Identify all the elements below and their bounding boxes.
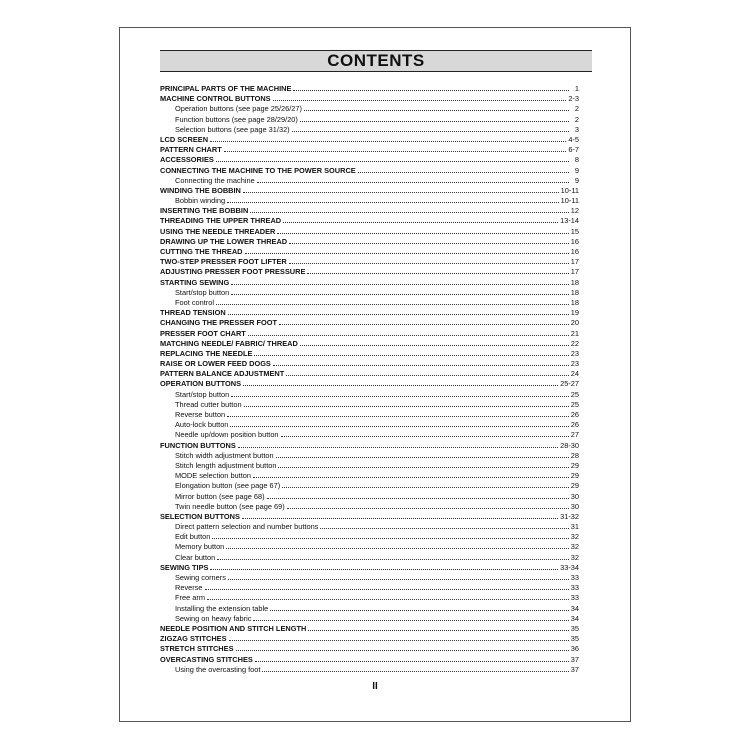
toc-entry-page: 21: [570, 328, 579, 338]
dot-leader: [245, 252, 569, 254]
toc-subsection-entry: [160, 604, 579, 614]
toc-entry-page: 19: [570, 308, 579, 318]
toc-entry-label: MATCHING NEEDLE/ FABRIC/ THREAD: [160, 338, 298, 348]
toc-entry-page: 4-5: [568, 134, 579, 144]
dot-leader: [300, 344, 569, 346]
toc-entry-label: Sewing corners: [175, 573, 226, 582]
toc-entry-page: 23: [570, 348, 579, 358]
toc-section-entry: [160, 237, 579, 247]
toc-subsection-entry: [160, 614, 579, 624]
toc-section-entry: [160, 166, 579, 176]
toc-entry-label: SELECTION BUTTONS: [160, 511, 240, 521]
toc-section-entry: [160, 216, 579, 226]
toc-section-entry: [160, 512, 579, 522]
toc-entry-label: CUTTING THE THREAD: [160, 247, 243, 256]
toc-section-entry: [160, 227, 579, 237]
dot-leader: [243, 191, 559, 193]
toc-entry-label: Elongation button (see page 67): [175, 481, 281, 491]
dot-leader: [207, 598, 569, 600]
toc-entry-page: 16: [570, 247, 579, 256]
dot-leader: [254, 354, 568, 356]
toc-entry-label: USING THE NEEDLE THREADER: [160, 226, 276, 236]
dot-leader: [358, 171, 569, 173]
dot-leader: [238, 446, 558, 448]
toc-subsection-entry: [160, 492, 579, 502]
toc-entry-page: 25: [570, 399, 579, 409]
toc-entry-page: 23: [570, 359, 579, 369]
dot-leader: [228, 313, 569, 315]
dot-leader: [216, 160, 569, 162]
toc-entry-label: Twin needle button (see page 69): [175, 501, 285, 511]
toc-subsection-entry: [160, 583, 579, 593]
dot-leader: [283, 221, 558, 223]
toc-entry-label: INSERTING THE BOBBIN: [160, 206, 249, 216]
toc-entry-page: 17: [570, 257, 579, 267]
toc-entry-page: 29: [570, 460, 579, 470]
toc-section-entry: [160, 318, 579, 328]
toc-section-entry: [160, 329, 579, 339]
dot-leader: [289, 242, 569, 244]
toc-entry-label: Edit button: [175, 532, 211, 542]
toc-entry-page: 24: [570, 369, 579, 379]
toc-entry-page: 26: [570, 410, 579, 419]
toc-subsection-entry: [160, 104, 579, 114]
toc-entry-page: 30: [570, 491, 579, 501]
toc-entry-page: 25: [570, 389, 579, 399]
toc-entry-label: Reverse: [175, 583, 203, 593]
dot-leader: [289, 262, 569, 264]
toc-entry-page: 10-11: [560, 196, 579, 206]
dot-leader: [257, 181, 569, 183]
toc-section-entry: [160, 644, 579, 654]
dot-leader: [224, 150, 567, 152]
toc-entry-page: 35: [570, 634, 579, 644]
toc-entry-label: Auto-lock button: [175, 420, 229, 430]
dot-leader: [287, 507, 569, 509]
toc-entry-page: 37: [570, 664, 579, 674]
dot-leader: [308, 629, 568, 631]
toc-entry-page: 10-11: [560, 185, 579, 195]
toc-entry-label: Stitch length adjustment button: [175, 460, 277, 470]
toc-entry-label: NEEDLE POSITION AND STITCH LENGTH: [160, 623, 307, 633]
toc-entry-page: 32: [570, 552, 579, 562]
toc-entry-page: 35: [570, 623, 579, 633]
toc-entry-page: 9: [574, 165, 579, 175]
toc-subsection-entry: [160, 430, 579, 440]
toc-subsection-entry: [160, 502, 579, 512]
toc-entry-page: 34: [570, 603, 579, 613]
dot-leader: [226, 547, 568, 549]
dot-leader: [278, 466, 568, 468]
toc-entry-label: Reverse button: [175, 410, 226, 419]
toc-section-entry: [160, 267, 579, 277]
toc-section-entry: [160, 349, 579, 359]
toc-entry-label: Start/stop button: [175, 389, 230, 399]
toc-entry-page: 20: [570, 318, 579, 328]
dot-leader: [253, 619, 568, 621]
toc-subsection-entry: [160, 573, 579, 583]
dot-leader: [212, 537, 568, 539]
manual-page: [119, 27, 631, 722]
toc-entry-page: 1: [574, 84, 579, 93]
dot-leader: [320, 527, 568, 529]
toc-section-entry: [160, 155, 579, 165]
dot-leader: [216, 303, 569, 305]
toc-subsection-entry: [160, 553, 579, 563]
toc-entry-label: PATTERN CHART: [160, 145, 222, 155]
toc-entry-label: Using the overcasting foot: [175, 664, 261, 674]
toc-entry-label: CONNECTING THE MACHINE TO THE POWER SOURCE: [160, 165, 356, 175]
toc-entry-page: 22: [570, 338, 579, 348]
toc-entry-label: PATTERN BALANCE ADJUSTMENT: [160, 369, 285, 379]
dot-leader: [231, 293, 569, 295]
dot-leader: [262, 670, 568, 672]
toc-entry-page: 27: [570, 430, 579, 440]
toc-entry-page: 8: [574, 155, 579, 165]
toc-section-entry: [160, 339, 579, 349]
toc-entry-label: OVERCASTING STITCHES: [160, 654, 253, 664]
toc-entry-page: 31: [570, 522, 579, 532]
toc-entry-label: MODE selection button: [175, 471, 251, 481]
toc-entry-page: 6-7: [568, 145, 579, 155]
toc-entry-label: Direct pattern selection and number buttons: [175, 522, 319, 532]
toc-entry-page: 18: [570, 287, 579, 297]
dot-leader: [270, 609, 568, 611]
dot-leader: [293, 89, 569, 91]
toc-section-entry: [160, 379, 579, 389]
dot-leader: [230, 425, 568, 427]
toc-entry-label: ADJUSTING PRESSER FOOT PRESSURE: [160, 267, 306, 277]
dot-leader: [267, 497, 569, 499]
toc-entry-page: 29: [570, 481, 579, 491]
toc-entry-label: ZIGZAG STITCHES: [160, 634, 227, 644]
dot-leader: [273, 99, 567, 101]
table-of-contents: [160, 84, 579, 675]
dot-leader: [304, 109, 569, 111]
toc-entry-page: 28: [570, 450, 579, 460]
dot-leader: [244, 405, 569, 407]
dot-leader: [227, 415, 569, 417]
toc-subsection-entry: [160, 298, 579, 308]
toc-entry-page: 34: [570, 613, 579, 623]
toc-entry-page: 32: [570, 542, 579, 552]
toc-subsection-entry: [160, 593, 579, 603]
toc-section-entry: [160, 84, 579, 94]
toc-entry-page: 16: [570, 236, 579, 246]
toc-subsection-entry: [160, 400, 579, 410]
toc-entry-page: 33: [570, 583, 579, 593]
toc-entry-page: 36: [570, 644, 579, 654]
toc-entry-label: PRINCIPAL PARTS OF THE MACHINE: [160, 84, 292, 93]
dot-leader: [286, 374, 568, 376]
dot-leader: [205, 588, 569, 590]
toc-section-entry: [160, 94, 579, 104]
toc-subsection-entry: [160, 420, 579, 430]
dot-leader: [277, 232, 568, 234]
toc-section-entry: [160, 624, 579, 634]
toc-subsection-entry: [160, 451, 579, 461]
toc-entry-page: 15: [570, 226, 579, 236]
toc-entry-page: 13-14: [560, 216, 579, 226]
toc-entry-page: 33: [570, 593, 579, 603]
toc-entry-page: 33-34: [560, 562, 579, 572]
toc-entry-page: 9: [574, 175, 579, 185]
dot-leader: [292, 130, 569, 132]
dot-leader: [276, 456, 569, 458]
toc-entry-label: Function buttons (see page 28/29/20): [175, 114, 298, 124]
dot-leader: [279, 323, 569, 325]
toc-subsection-entry: [160, 125, 579, 135]
toc-subsection-entry: [160, 115, 579, 125]
toc-entry-page: 28-30: [560, 440, 579, 450]
toc-entry-label: Stitch width adjustment button: [175, 450, 274, 460]
toc-entry-page: 18: [570, 297, 579, 307]
dot-leader: [250, 211, 568, 213]
dot-leader: [217, 558, 569, 560]
toc-entry-page: 18: [570, 277, 579, 287]
toc-entry-label: Connecting the machine: [175, 175, 255, 185]
toc-entry-page: 29: [570, 471, 579, 481]
dot-leader: [281, 435, 569, 437]
toc-section-entry: [160, 308, 579, 318]
dot-leader: [231, 283, 569, 285]
toc-section-entry: [160, 441, 579, 451]
toc-section-entry: [160, 634, 579, 644]
dot-leader: [255, 660, 569, 662]
toc-entry-page: 2: [574, 114, 579, 124]
toc-entry-page: 2: [574, 104, 579, 114]
toc-entry-label: Operation buttons (see page 25/26/27): [175, 104, 302, 114]
dot-leader: [210, 568, 558, 570]
toc-entry-page: 2-3: [568, 94, 579, 104]
toc-entry-label: OPERATION BUTTONS: [160, 379, 242, 389]
toc-subsection-entry: [160, 288, 579, 298]
dot-leader: [243, 384, 558, 386]
toc-subsection-entry: [160, 176, 579, 186]
toc-entry-label: DRAWING UP THE LOWER THREAD: [160, 236, 288, 246]
toc-entry-label: CHANGING THE PRESSER FOOT: [160, 318, 278, 328]
dot-leader: [231, 395, 569, 397]
toc-entry-label: Free arm: [175, 593, 205, 603]
toc-entry-label: LCD SCREEN: [160, 134, 209, 144]
toc-section-entry: [160, 278, 579, 288]
dot-leader: [248, 334, 569, 336]
toc-section-entry: [160, 247, 579, 257]
dot-leader: [229, 639, 569, 641]
dot-leader: [210, 140, 566, 142]
toc-section-entry: [160, 257, 579, 267]
page-number: II: [372, 681, 378, 692]
toc-entry-page: 33: [570, 573, 579, 582]
toc-subsection-entry: [160, 461, 579, 471]
dot-leader: [242, 517, 558, 519]
dot-leader: [228, 578, 569, 580]
toc-entry-label: Clear button: [175, 552, 216, 562]
toc-subsection-entry: [160, 532, 579, 542]
dot-leader: [300, 120, 569, 122]
toc-entry-label: REPLACING THE NEEDLE: [160, 348, 253, 358]
dot-leader: [282, 486, 569, 488]
toc-entry-label: Sewing on heavy fabric: [175, 613, 252, 623]
toc-entry-page: 37: [570, 654, 579, 664]
toc-entry-label: SEWING TIPS: [160, 562, 209, 572]
toc-entry-label: FUNCTION BUTTONS: [160, 440, 236, 450]
toc-entry-page: 26: [570, 420, 579, 430]
toc-entry-page: 30: [570, 501, 579, 511]
toc-entry-page: 3: [574, 124, 579, 134]
toc-section-entry: [160, 655, 579, 665]
toc-entry-label: STRETCH STITCHES: [160, 644, 234, 654]
page-title: CONTENTS: [160, 50, 592, 72]
toc-section-entry: [160, 186, 579, 196]
toc-section-entry: [160, 369, 579, 379]
toc-subsection-entry: [160, 522, 579, 532]
toc-subsection-entry: [160, 542, 579, 552]
toc-subsection-entry: [160, 471, 579, 481]
toc-entry-label: Selection buttons (see page 31/32): [175, 124, 290, 134]
dot-leader: [253, 476, 569, 478]
toc-entry-label: WINDING THE BOBBIN: [160, 185, 241, 195]
toc-entry-label: Needle up/down position button: [175, 430, 279, 440]
toc-entry-page: 31-32: [560, 511, 579, 521]
toc-entry-label: Installing the extension table: [175, 603, 269, 613]
toc-entry-label: Memory button: [175, 542, 225, 552]
toc-subsection-entry: [160, 390, 579, 400]
toc-subsection-entry: [160, 481, 579, 491]
toc-entry-label: RAISE OR LOWER FEED DOGS: [160, 359, 271, 369]
dot-leader: [236, 649, 569, 651]
toc-entry-page: 25-27: [560, 379, 579, 389]
toc-section-entry: [160, 563, 579, 573]
toc-entry-page: 12: [570, 206, 579, 216]
toc-entry-label: STARTING SEWING: [160, 277, 230, 287]
toc-section-entry: [160, 145, 579, 155]
dot-leader: [273, 364, 569, 366]
toc-subsection-entry: [160, 665, 579, 675]
toc-entry-label: THREADING THE UPPER THREAD: [160, 216, 282, 226]
toc-subsection-entry: [160, 196, 579, 206]
toc-entry-label: Start/stop button: [175, 287, 230, 297]
toc-entry-page: 32: [570, 532, 579, 542]
toc-entry-label: TWO-STEP PRESSER FOOT LIFTER: [160, 257, 287, 267]
toc-section-entry: [160, 135, 579, 145]
dot-leader: [307, 272, 568, 274]
toc-entry-label: PRESSER FOOT CHART: [160, 328, 246, 338]
toc-subsection-entry: [160, 410, 579, 420]
toc-entry-page: 17: [570, 267, 579, 277]
toc-section-entry: [160, 359, 579, 369]
toc-entry-label: ACCESSORIES: [160, 155, 214, 165]
toc-entry-label: Mirror button (see page 68): [175, 491, 265, 501]
toc-entry-label: Bobbin winding: [175, 196, 226, 206]
toc-section-entry: [160, 206, 579, 216]
toc-entry-label: Foot control: [175, 297, 215, 307]
dot-leader: [227, 201, 559, 203]
toc-entry-label: THREAD TENSION: [160, 308, 226, 318]
toc-entry-label: MACHINE CONTROL BUTTONS: [160, 94, 271, 104]
toc-entry-label: Thread cutter button: [175, 399, 242, 409]
